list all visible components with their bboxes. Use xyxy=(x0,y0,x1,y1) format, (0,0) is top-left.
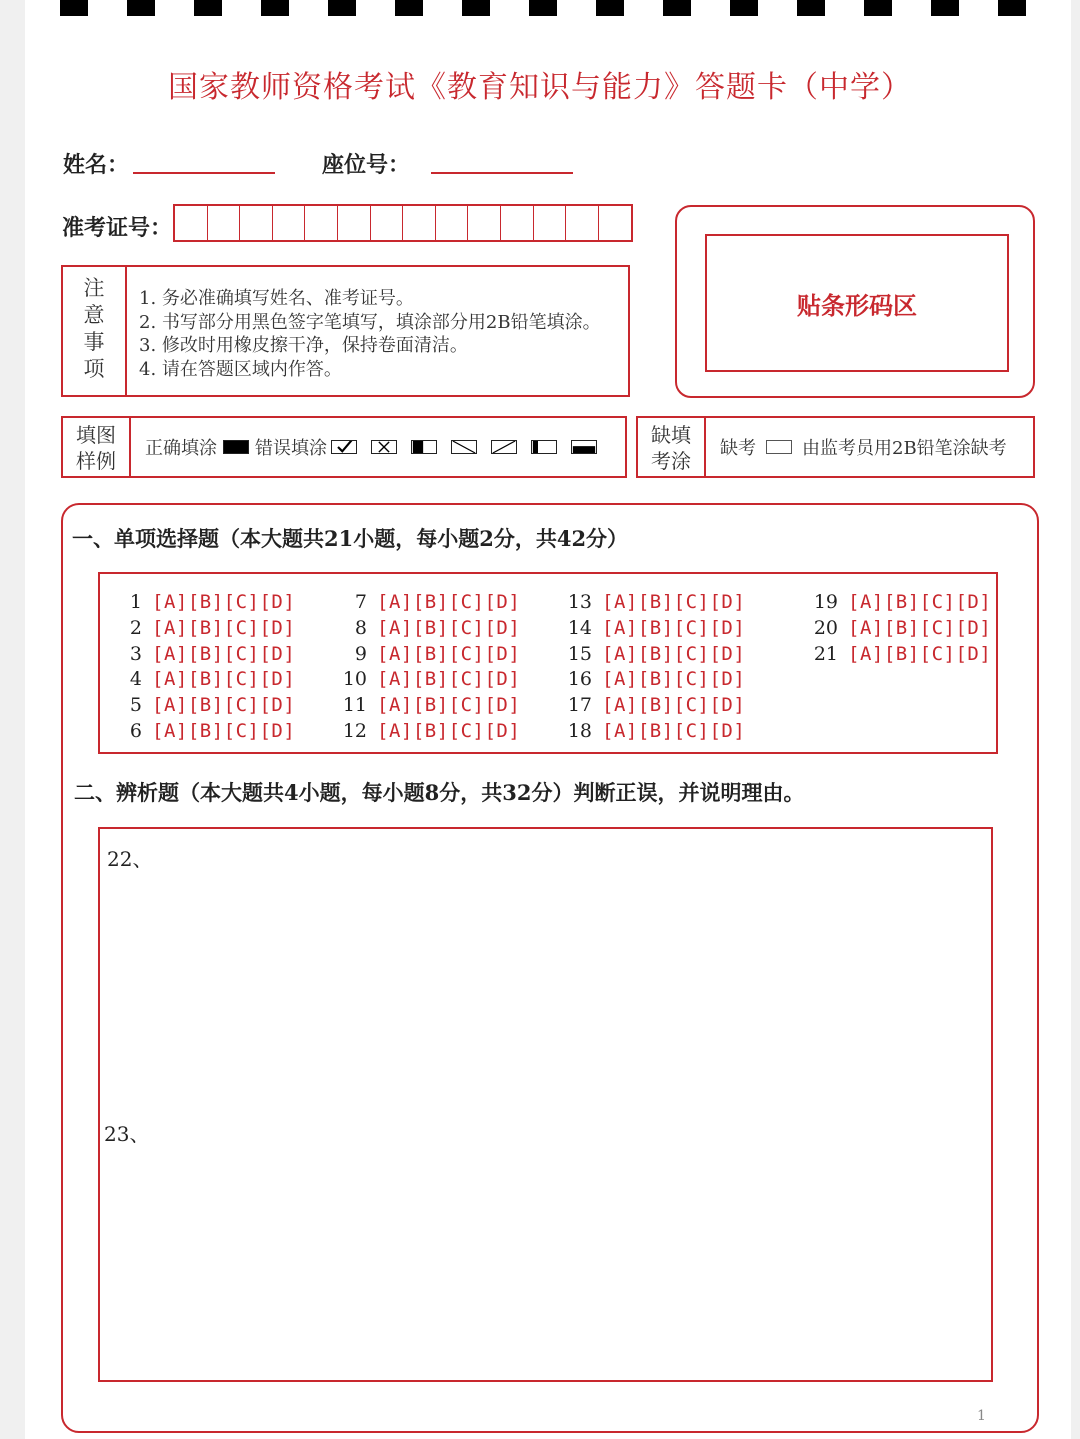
barcode-inner-box xyxy=(705,234,1009,372)
timing-mark xyxy=(60,0,88,16)
answer-options[interactable]: [A][B][C][D] xyxy=(848,642,992,665)
exam-id-cell[interactable] xyxy=(534,206,567,240)
exam-id-cell[interactable] xyxy=(371,206,404,240)
cross-mark-icon xyxy=(371,440,397,454)
question-22-label: 22、 xyxy=(107,847,153,871)
timing-mark xyxy=(663,0,691,16)
mcq-row xyxy=(333,693,520,719)
answer-options[interactable]: [A][B][C][D] xyxy=(152,668,296,691)
answer-options[interactable]: [A][B][C][D] xyxy=(377,668,521,691)
question-number: 17 xyxy=(567,694,592,717)
question-number: 12 xyxy=(342,719,367,742)
question-number: 14 xyxy=(567,616,592,639)
mcq-row xyxy=(804,590,991,616)
notes-divider xyxy=(125,267,127,395)
notes-heading xyxy=(63,275,125,383)
mcq-column xyxy=(558,590,745,745)
exam-id-cell[interactable] xyxy=(501,206,534,240)
timing-mark xyxy=(328,0,356,16)
seat-label: 座位号： xyxy=(322,152,411,178)
name-field[interactable] xyxy=(133,172,275,174)
question-number: 6 xyxy=(129,719,142,742)
timing-marks xyxy=(0,0,1080,16)
answer-options[interactable]: [A][B][C][D] xyxy=(602,694,746,717)
mcq-row xyxy=(108,667,295,693)
timing-mark xyxy=(462,0,490,16)
notes-item: 1. 务必准确填写姓名、准考证号。 xyxy=(139,288,414,309)
notes-heading-char: 意 xyxy=(83,303,105,327)
question-number: 9 xyxy=(354,642,367,665)
absence-divider xyxy=(704,418,706,476)
left-bar-icon xyxy=(531,440,557,454)
exam-id-cell[interactable] xyxy=(240,206,273,240)
absence-box xyxy=(636,416,1035,478)
mcq-row xyxy=(333,719,520,745)
question-number: 21 xyxy=(813,642,838,665)
mcq-row xyxy=(558,667,745,693)
question-number: 7 xyxy=(354,591,367,613)
absence-heading xyxy=(638,422,704,474)
correct-fill-label: 正确填涂 xyxy=(145,438,217,459)
answer-options[interactable]: [A][B][C][D] xyxy=(602,719,746,742)
question-23-label: 23、 xyxy=(104,1122,150,1146)
exam-id-cell[interactable] xyxy=(566,206,599,240)
section2-title: 二、辨析题（本大题共4小题，每小题8分，共32分）判断正误，并说明理由。 xyxy=(74,780,805,805)
exam-id-cell[interactable] xyxy=(305,206,338,240)
question-number: 4 xyxy=(129,668,142,691)
answer-options[interactable]: [A][B][C][D] xyxy=(602,642,746,665)
exam-id-cell[interactable] xyxy=(436,206,469,240)
question-number: 8 xyxy=(354,616,367,639)
mcq-row xyxy=(333,667,520,693)
mcq-row xyxy=(108,642,295,668)
diagonal-up-icon xyxy=(491,440,517,454)
timing-mark xyxy=(529,0,557,16)
answer-options[interactable]: [A][B][C][D] xyxy=(152,591,296,613)
answer-options[interactable]: [A][B][C][D] xyxy=(377,591,521,613)
answer-options[interactable]: [A][B][C][D] xyxy=(848,616,992,639)
name-label: 姓名： xyxy=(63,152,130,178)
timing-mark xyxy=(864,0,892,16)
timing-mark xyxy=(998,0,1026,16)
question-number: 13 xyxy=(567,591,592,613)
mcq-row xyxy=(333,590,520,616)
fill-sample-heading xyxy=(63,422,129,474)
notes-box xyxy=(61,265,630,397)
exam-id-cell[interactable] xyxy=(338,206,371,240)
question-number: 19 xyxy=(813,591,838,613)
mcq-row xyxy=(108,719,295,745)
diagonal-down-icon xyxy=(451,440,477,454)
answer-options[interactable]: [A][B][C][D] xyxy=(152,616,296,639)
exam-id-cell[interactable] xyxy=(208,206,241,240)
section1-title: 一、单项选择题（本大题共21小题，每小题2分，共42分） xyxy=(72,526,629,551)
fill-sample-heading-line: 填图 xyxy=(76,423,116,447)
answer-options[interactable]: [A][B][C][D] xyxy=(152,642,296,665)
answer-options[interactable]: [A][B][C][D] xyxy=(377,694,521,717)
absence-label: 缺考 xyxy=(720,438,756,459)
mcq-column xyxy=(804,590,991,667)
mcq-row xyxy=(558,693,745,719)
mcq-row xyxy=(108,693,295,719)
answer-options[interactable]: [A][B][C][D] xyxy=(602,616,746,639)
answer-options[interactable]: [A][B][C][D] xyxy=(377,616,521,639)
mcq-row xyxy=(333,616,520,642)
page-number: 1 xyxy=(977,1408,986,1424)
barcode-label: 贴条形码区 xyxy=(797,291,917,320)
notes-heading-char: 事 xyxy=(83,330,105,354)
absence-checkbox[interactable] xyxy=(766,440,792,454)
notes-item: 2. 书写部分用黑色签字笔填写，填涂部分用2B铅笔填涂。 xyxy=(139,311,601,333)
mcq-row xyxy=(108,590,295,616)
answer-options[interactable]: [A][B][C][D] xyxy=(152,694,296,717)
timing-mark xyxy=(730,0,758,16)
answer-options[interactable]: [A][B][C][D] xyxy=(602,591,746,613)
timing-mark xyxy=(261,0,289,16)
notes-list xyxy=(139,287,601,381)
question-number: 16 xyxy=(567,668,592,691)
exam-id-cell[interactable] xyxy=(273,206,306,240)
mcq-row xyxy=(333,642,520,668)
notes-item: 3. 修改时用橡皮擦干净，保持卷面清洁。 xyxy=(139,335,468,356)
question-number: 3 xyxy=(129,642,142,665)
question-number: 15 xyxy=(567,642,592,665)
essay-answer-box[interactable] xyxy=(98,827,993,1382)
exam-id-cell[interactable] xyxy=(599,206,632,240)
fill-sample-box xyxy=(61,416,627,478)
notes-heading-char: 项 xyxy=(83,357,105,381)
bottom-bar-icon xyxy=(571,440,597,454)
mcq-row xyxy=(804,642,991,668)
question-number: 1 xyxy=(129,591,142,613)
question-number: 5 xyxy=(129,694,142,717)
mcq-row xyxy=(558,590,745,616)
mcq-row xyxy=(558,616,745,642)
answer-options[interactable]: [A][B][C][D] xyxy=(848,591,992,613)
question-number: 11 xyxy=(342,694,367,717)
mcq-column xyxy=(333,590,520,745)
filled-box-icon xyxy=(223,440,249,454)
answer-options[interactable]: [A][B][C][D] xyxy=(377,642,521,665)
mcq-row xyxy=(108,616,295,642)
exam-id-cell[interactable] xyxy=(175,206,208,240)
fill-sample-row xyxy=(145,418,597,476)
mcq-column xyxy=(108,590,295,745)
check-mark-icon xyxy=(331,440,357,454)
wrong-fill-label: 错误填涂 xyxy=(255,438,327,459)
mcq-row xyxy=(558,642,745,668)
absence-heading-line: 考涂 xyxy=(651,449,691,473)
question-number: 18 xyxy=(567,719,592,742)
timing-mark xyxy=(797,0,825,16)
answer-options[interactable]: [A][B][C][D] xyxy=(152,719,296,742)
question-number: 10 xyxy=(342,668,367,691)
notes-item: 4. 请在答题区域内作答。 xyxy=(139,358,342,380)
mcq-row xyxy=(558,719,745,745)
barcode-area xyxy=(675,205,1035,398)
answer-options[interactable]: [A][B][C][D] xyxy=(602,668,746,691)
absence-heading-line: 缺填 xyxy=(651,423,691,447)
seat-field[interactable] xyxy=(431,172,573,174)
exam-id-cell[interactable] xyxy=(468,206,501,240)
question-number: 2 xyxy=(129,616,142,639)
fill-sample-heading-line: 样例 xyxy=(76,449,116,473)
mcq-row xyxy=(804,616,991,642)
fill-sample-divider xyxy=(129,418,131,476)
timing-mark xyxy=(395,0,423,16)
half-fill-icon xyxy=(411,440,437,454)
notes-heading-char: 注 xyxy=(83,276,105,300)
absence-row xyxy=(720,418,1007,476)
timing-mark xyxy=(596,0,624,16)
exam-id-grid[interactable] xyxy=(173,204,633,242)
answer-options[interactable]: [A][B][C][D] xyxy=(377,719,521,742)
timing-mark xyxy=(931,0,959,16)
question-number: 20 xyxy=(813,616,838,639)
exam-id-label: 准考证号： xyxy=(62,215,173,241)
timing-mark xyxy=(194,0,222,16)
exam-id-cell[interactable] xyxy=(403,206,436,240)
page-title: 国家教师资格考试《教育知识与能力》答题卡（中学） xyxy=(168,70,912,105)
timing-mark xyxy=(127,0,155,16)
absence-note: 由监考员用2B铅笔涂缺考 xyxy=(802,438,1007,459)
